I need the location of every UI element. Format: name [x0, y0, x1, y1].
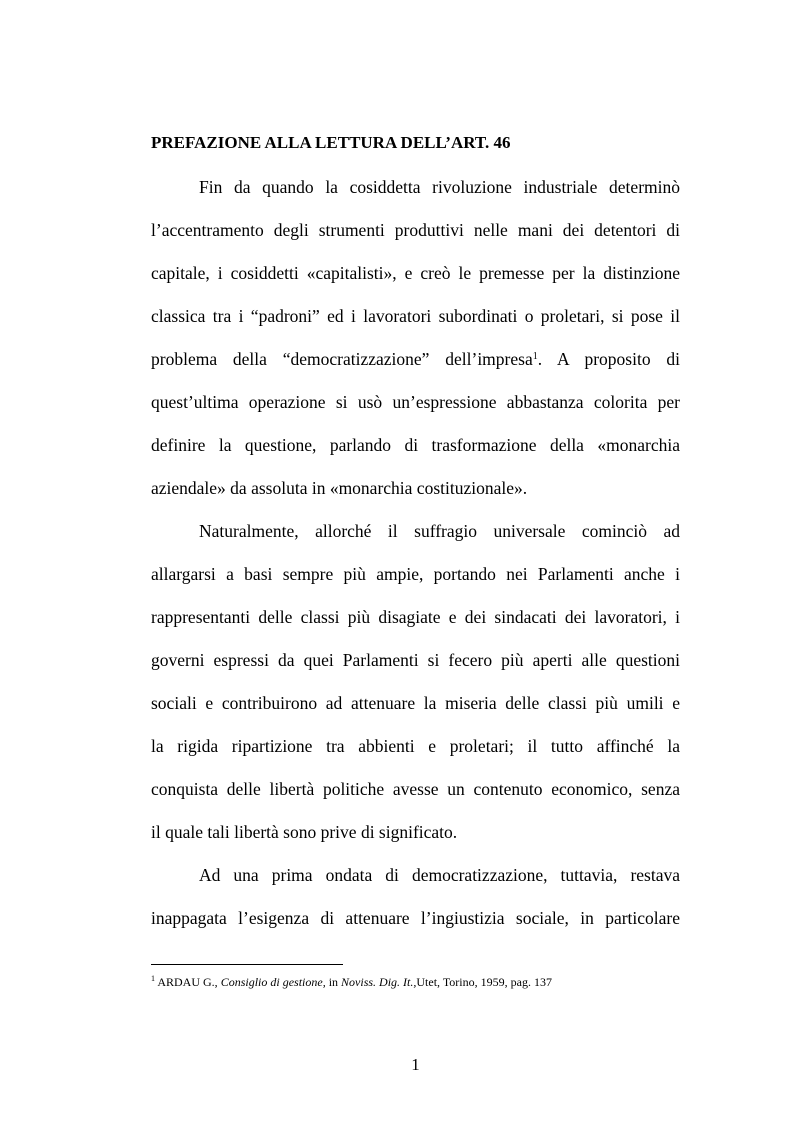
paragraph-1-line-1: Fin da quando la cosiddetta rivoluzione industriale determinò [199, 177, 680, 197]
footnote-in: in [325, 975, 342, 989]
paragraph-2-line-6: la rigida ripartizione tra abbienti e proletari; il tutto affinché la [151, 736, 680, 756]
paragraph-1-line-4: classica tra i “padroni” ed i lavoratori subordinati o proletari, si pose il [151, 306, 680, 326]
paragraph-2-line-5: sociali e contribuirono ad attenuare la miseria delle classi più umili e [151, 693, 680, 713]
footnote [151, 974, 552, 990]
section-heading: PREFAZIONE ALLA LETTURA DELL’ART. 46 [151, 133, 511, 152]
paragraph-2-line-7: conquista delle libertà politiche avesse un contenuto economico, senza [151, 779, 680, 799]
footnote-source: Noviss. Dig. It., [341, 975, 417, 989]
paragraph-1-line-6: quest’ultima operazione si usò un’espressione abbastanza colorita per [151, 392, 680, 412]
footnote-author: ARDAU G., [157, 975, 221, 989]
paragraph-2-line-1: Naturalmente, allorché il suffragio universale cominciò ad [199, 521, 680, 541]
paragraph-1-line-5 [151, 346, 680, 372]
paragraph-2-line-2: allargarsi a basi sempre più ampie, portando nei Parlamenti anche i [151, 564, 680, 584]
line-text-tail: . A proposito di [537, 349, 681, 369]
paragraph-2-line-8: il quale tali libertà sono prive di significato. [151, 822, 458, 842]
line-text: problema della “democratizzazione” dell’impresa [151, 349, 533, 369]
footnote-mark: 1 [151, 974, 155, 983]
paragraph-1-line-3: capitale, i cosiddetti «capitalisti», e creò le premesse per la distinzione [151, 263, 680, 283]
paragraph-1-line-7: definire la questione, parlando di trasformazione della «monarchia [151, 435, 680, 455]
paragraph-2-line-4: governi espressi da quei Parlamenti si fecero più aperti alle questioni [151, 650, 680, 670]
page-number: 1 [411, 1055, 420, 1074]
paragraph-3-line-1: Ad una prima ondata di democratizzazione, tuttavia, restava [199, 865, 680, 885]
paragraph-1-line-2: l’accentramento degli strumenti produttivi nelle mani dei detentori di [151, 220, 680, 240]
paragraph-3-line-2: inappagata l’esigenza di attenuare l’ingiustizia sociale, in particolare [151, 908, 680, 928]
footnote-divider [151, 964, 343, 965]
footnote-publisher: Utet, Torino, 1959, pag. 137 [416, 975, 552, 989]
footnote-title: Consiglio di gestione, [220, 975, 326, 989]
paragraph-2-line-3: rappresentanti delle classi più disagiate e dei sindacati dei lavoratori, i [151, 607, 680, 627]
footnote-reference[interactable]: 1 [532, 351, 538, 362]
paragraph-1-line-8: aziendale» da assoluta in «monarchia costituzionale». [151, 478, 528, 498]
